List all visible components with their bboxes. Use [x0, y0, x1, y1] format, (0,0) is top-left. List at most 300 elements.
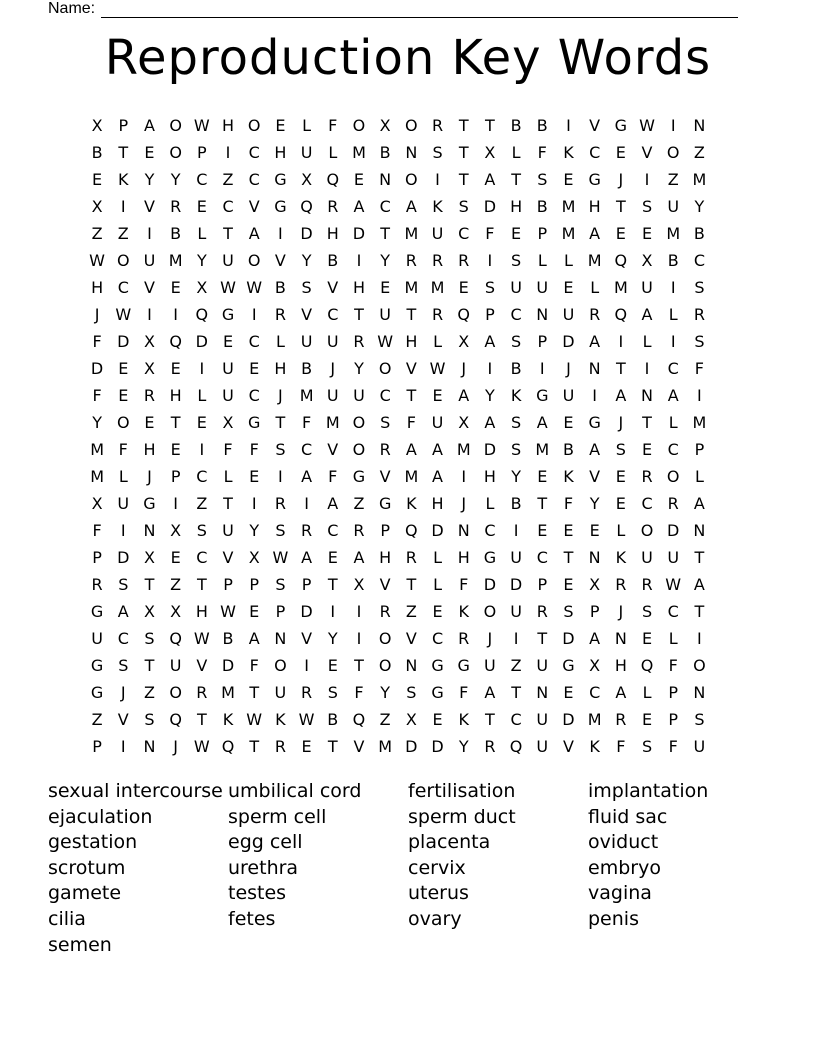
- grid-letter: B: [667, 251, 679, 270]
- grid-letter: T: [642, 413, 652, 432]
- grid-letter: M: [587, 710, 602, 729]
- grid-letter: M: [325, 413, 340, 432]
- grid-letter: U: [562, 386, 575, 405]
- word-search-grid: [84, 112, 713, 760]
- grid-letter: H: [483, 467, 496, 486]
- grid-letter: X: [143, 602, 155, 621]
- grid-letter: I: [278, 467, 283, 486]
- grid-letter: C: [117, 629, 129, 648]
- grid-letter: S: [406, 683, 417, 702]
- grid-letter: O: [247, 251, 261, 270]
- grid-letter: L: [328, 143, 338, 162]
- grid-letter: T: [537, 629, 548, 648]
- grid-letter: M: [299, 386, 314, 405]
- grid-letter: L: [668, 305, 678, 324]
- grid-letter: W: [429, 359, 446, 378]
- grid-letter: T: [249, 683, 260, 702]
- grid-letter: Q: [352, 710, 366, 729]
- grid-letter: X: [222, 413, 234, 432]
- grid-row: [84, 328, 713, 355]
- grid-letter: E: [118, 359, 129, 378]
- grid-letter: Q: [300, 197, 313, 216]
- grid-letter: I: [644, 170, 650, 189]
- grid-letter: L: [302, 116, 312, 135]
- grid-letter: K: [118, 170, 129, 189]
- grid-row: [84, 544, 713, 571]
- grid-letter: R: [484, 737, 496, 756]
- grid-letter: X: [458, 413, 470, 432]
- grid-letter: V: [353, 737, 365, 756]
- grid-letter: G: [457, 656, 470, 675]
- grid-letter: X: [405, 710, 417, 729]
- grid-letter: I: [435, 170, 440, 189]
- grid-letter: B: [510, 116, 522, 135]
- grid-letter: S: [694, 278, 705, 297]
- grid-letter: S: [118, 575, 129, 594]
- grid-letter: U: [510, 278, 522, 297]
- grid-letter: M: [168, 251, 183, 270]
- grid-row: [84, 490, 713, 517]
- grid-letter: V: [248, 197, 260, 216]
- grid-letter: X: [353, 575, 365, 594]
- grid-letter: V: [117, 710, 129, 729]
- grid-letter: L: [616, 521, 626, 540]
- word-list-item: umbilical cord: [228, 780, 362, 802]
- grid-letter: Z: [196, 494, 208, 513]
- grid-letter: M: [561, 224, 576, 243]
- grid-letter: P: [589, 602, 600, 621]
- grid-letter: P: [118, 116, 129, 135]
- grid-letter: R: [301, 683, 313, 702]
- grid-letter: E: [170, 548, 181, 567]
- grid-letter: O: [693, 656, 706, 675]
- grid-letter: Q: [614, 305, 628, 324]
- grid-letter: P: [537, 224, 548, 243]
- grid-letter: V: [143, 278, 155, 297]
- grid-letter: U: [353, 386, 365, 405]
- grid-letter: Y: [196, 251, 207, 270]
- grid-letter: A: [484, 170, 496, 189]
- grid-letter: N: [405, 656, 418, 675]
- grid-letter: I: [356, 602, 362, 621]
- grid-letter: X: [589, 656, 601, 675]
- grid-letter: U: [667, 548, 680, 567]
- grid-letter: G: [274, 170, 287, 189]
- grid-letter: J: [461, 494, 467, 513]
- grid-letter: R: [379, 602, 391, 621]
- grid-row: [84, 598, 713, 625]
- grid-letter: L: [485, 494, 495, 513]
- grid-letter: I: [697, 386, 702, 405]
- grid-letter: O: [666, 467, 680, 486]
- grid-letter: B: [379, 143, 391, 162]
- grid-letter: U: [431, 413, 444, 432]
- grid-letter: P: [92, 737, 102, 756]
- grid-letter: D: [667, 521, 680, 540]
- grid-letter: X: [484, 143, 496, 162]
- grid-letter: A: [143, 116, 155, 135]
- grid-letter: N: [379, 170, 392, 189]
- grid-letter: K: [510, 386, 522, 405]
- grid-letter: E: [432, 602, 443, 621]
- grid-letter: I: [147, 224, 152, 243]
- grid-letter: A: [693, 575, 705, 594]
- grid-letter: C: [327, 305, 339, 324]
- grid-letter: C: [379, 197, 391, 216]
- grid-letter: C: [510, 710, 522, 729]
- grid-row: [84, 436, 713, 463]
- grid-letter: G: [274, 197, 287, 216]
- grid-letter: V: [301, 629, 313, 648]
- grid-letter: D: [431, 737, 444, 756]
- grid-letter: L: [564, 251, 573, 270]
- grid-letter: D: [405, 737, 418, 756]
- grid-letter: E: [118, 386, 129, 405]
- grid-letter: Y: [380, 251, 391, 270]
- grid-letter: S: [694, 332, 705, 351]
- grid-letter: G: [483, 548, 497, 567]
- grid-letter: U: [641, 278, 653, 297]
- grid-letter: T: [485, 116, 495, 135]
- grid-letter: C: [667, 602, 679, 621]
- grid-letter: T: [249, 737, 260, 756]
- grid-letter: F: [668, 656, 678, 675]
- grid-letter: B: [693, 224, 705, 243]
- grid-letter: P: [170, 467, 181, 486]
- grid-letter: O: [378, 629, 392, 648]
- grid-letter: O: [352, 440, 366, 459]
- grid-letter: C: [693, 251, 705, 270]
- grid-letter: U: [300, 143, 313, 162]
- grid-letter: E: [589, 521, 600, 540]
- grid-letter: G: [352, 467, 366, 486]
- grid-letter: W: [639, 116, 655, 135]
- grid-letter: W: [193, 116, 210, 135]
- grid-letter: D: [562, 710, 575, 729]
- grid-letter: G: [90, 656, 104, 675]
- grid-letter: N: [614, 629, 627, 648]
- grid-letter: Y: [327, 629, 338, 648]
- grid-letter: U: [667, 197, 680, 216]
- grid-letter: O: [116, 413, 130, 432]
- grid-letter: C: [431, 629, 444, 648]
- grid-letter: S: [144, 629, 155, 648]
- grid-letter: S: [511, 413, 522, 432]
- grid-letter: Z: [353, 494, 365, 513]
- grid-letter: M: [613, 278, 628, 297]
- grid-letter: P: [223, 575, 233, 594]
- word-list-item: ovary: [408, 907, 462, 930]
- grid-letter: T: [406, 386, 417, 405]
- grid-letter: E: [249, 359, 260, 378]
- grid-letter: G: [90, 683, 104, 702]
- grid-letter: F: [616, 737, 626, 756]
- grid-letter: F: [459, 683, 469, 702]
- grid-letter: J: [618, 413, 624, 432]
- grid-row: [84, 382, 713, 409]
- grid-letter: O: [352, 116, 366, 135]
- grid-letter: L: [197, 224, 207, 243]
- grid-letter: D: [195, 332, 208, 351]
- grid-letter: A: [615, 683, 627, 702]
- grid-letter: G: [143, 494, 156, 513]
- grid-letter: I: [566, 116, 571, 135]
- grid-letter: Y: [170, 170, 181, 189]
- grid-letter: H: [222, 116, 235, 135]
- grid-letter: E: [222, 332, 234, 351]
- grid-letter: V: [562, 737, 574, 756]
- grid-letter: C: [248, 170, 260, 189]
- grid-letter: E: [144, 143, 155, 162]
- grid-row: [84, 355, 713, 382]
- grid-letter: S: [511, 440, 522, 459]
- grid-letter: X: [91, 197, 103, 216]
- grid-letter: J: [487, 629, 493, 648]
- grid-letter: Y: [92, 413, 102, 432]
- grid-letter: I: [173, 305, 179, 324]
- grid-letter: Y: [301, 251, 312, 270]
- grid-letter: U: [222, 386, 234, 405]
- grid-row: [84, 571, 713, 598]
- grid-letter: A: [301, 467, 313, 486]
- grid-letter: U: [510, 548, 522, 567]
- grid-letter: R: [431, 116, 444, 135]
- grid-letter: S: [511, 251, 522, 270]
- grid-letter: E: [563, 575, 574, 594]
- grid-letter: C: [458, 224, 470, 243]
- grid-letter: I: [330, 602, 336, 621]
- word-list-item: scrotum: [48, 856, 126, 879]
- grid-letter: P: [537, 332, 548, 351]
- grid-letter: V: [405, 629, 417, 648]
- grid-letter: X: [589, 575, 601, 594]
- grid-letter: X: [379, 116, 391, 135]
- grid-letter: O: [116, 251, 130, 270]
- grid-letter: F: [406, 413, 416, 432]
- grid-letter: W: [220, 602, 236, 621]
- grid-letter: X: [91, 116, 103, 135]
- grid-letter: O: [483, 602, 497, 621]
- name-underline: [101, 3, 738, 18]
- grid-letter: I: [644, 359, 650, 378]
- grid-letter: M: [535, 440, 550, 459]
- grid-letter: T: [354, 305, 364, 324]
- grid-letter: Q: [221, 737, 235, 756]
- grid-letter: U: [536, 710, 549, 729]
- grid-letter: T: [118, 143, 129, 162]
- grid-letter: Z: [667, 170, 679, 189]
- grid-letter: I: [251, 494, 257, 513]
- grid-letter: X: [143, 548, 155, 567]
- grid-letter: U: [484, 656, 496, 675]
- grid-letter: H: [195, 602, 208, 621]
- grid-letter: H: [379, 548, 392, 567]
- grid-letter: M: [90, 467, 104, 486]
- grid-letter: I: [251, 305, 257, 324]
- grid-letter: L: [642, 683, 652, 702]
- grid-letter: R: [405, 548, 417, 567]
- grid-letter: H: [457, 548, 470, 567]
- grid-letter: R: [353, 332, 365, 351]
- grid-letter: A: [405, 440, 417, 459]
- grid-letter: N: [536, 305, 549, 324]
- grid-letter: U: [641, 548, 653, 567]
- grid-letter: S: [694, 710, 705, 729]
- grid-letter: E: [511, 224, 522, 243]
- grid-letter: I: [487, 359, 493, 378]
- grid-letter: E: [537, 467, 548, 486]
- grid-letter: E: [432, 710, 443, 729]
- grid-letter: K: [222, 710, 234, 729]
- grid-letter: R: [170, 197, 182, 216]
- grid-letter: H: [614, 656, 627, 675]
- grid-letter: V: [196, 656, 208, 675]
- grid-letter: W: [246, 710, 263, 729]
- grid-letter: S: [118, 656, 129, 675]
- grid-letter: P: [275, 602, 286, 621]
- grid-letter: I: [120, 197, 126, 216]
- grid-letter: L: [694, 467, 704, 486]
- word-list-item: embryo: [588, 856, 661, 879]
- grid-letter: H: [431, 494, 444, 513]
- grid-letter: A: [667, 386, 679, 405]
- grid-row: [84, 463, 713, 490]
- grid-letter: G: [90, 602, 104, 621]
- grid-letter: C: [589, 683, 601, 702]
- grid-letter: U: [117, 494, 130, 513]
- grid-letter: E: [641, 224, 653, 243]
- grid-letter: D: [352, 224, 366, 243]
- grid-letter: X: [458, 332, 470, 351]
- grid-letter: R: [405, 251, 417, 270]
- grid-letter: X: [143, 359, 155, 378]
- grid-letter: T: [694, 602, 705, 621]
- grid-letter: G: [614, 116, 628, 135]
- grid-letter: M: [221, 683, 235, 702]
- grid-letter: C: [301, 440, 313, 459]
- grid-letter: E: [615, 224, 626, 243]
- grid-letter: T: [485, 710, 495, 729]
- grid-letter: T: [170, 413, 181, 432]
- grid-letter: B: [510, 494, 522, 513]
- grid-letter: P: [694, 440, 705, 459]
- grid-letter: U: [431, 224, 444, 243]
- grid-letter: D: [300, 224, 313, 243]
- grid-letter: O: [666, 143, 680, 162]
- grid-letter: P: [380, 521, 390, 540]
- grid-letter: C: [327, 521, 339, 540]
- grid-letter: S: [641, 602, 653, 621]
- grid-letter: J: [618, 602, 624, 621]
- grid-letter: H: [326, 224, 339, 243]
- grid-letter: A: [589, 629, 601, 648]
- grid-letter: V: [301, 305, 313, 324]
- word-list-item: sperm cell: [228, 805, 327, 828]
- grid-letter: B: [536, 197, 548, 216]
- grid-row: [84, 166, 713, 193]
- grid-letter: U: [326, 386, 339, 405]
- grid-letter: A: [615, 386, 627, 405]
- grid-letter: A: [301, 548, 313, 567]
- grid-letter: H: [510, 197, 523, 216]
- grid-letter: E: [641, 710, 653, 729]
- grid-letter: Q: [640, 656, 654, 675]
- grid-letter: M: [587, 251, 602, 270]
- grid-letter: Z: [510, 656, 522, 675]
- grid-letter: P: [301, 575, 312, 594]
- grid-letter: E: [537, 521, 548, 540]
- grid-letter: L: [118, 467, 128, 486]
- grid-letter: W: [193, 629, 210, 648]
- grid-letter: T: [458, 116, 469, 135]
- grid-letter: X: [248, 548, 260, 567]
- grid-letter: Y: [380, 683, 391, 702]
- grid-letter: L: [511, 143, 521, 162]
- grid-letter: N: [641, 386, 654, 405]
- grid-letter: P: [537, 575, 548, 594]
- grid-letter: C: [196, 548, 208, 567]
- grid-letter: A: [353, 197, 365, 216]
- grid-letter: X: [170, 602, 182, 621]
- grid-letter: I: [487, 251, 493, 270]
- grid-letter: Z: [405, 602, 417, 621]
- grid-letter: F: [223, 440, 233, 459]
- grid-letter: L: [433, 332, 442, 351]
- grid-letter: V: [589, 116, 601, 135]
- grid-letter: T: [511, 683, 521, 702]
- grid-letter: A: [117, 602, 129, 621]
- grid-letter: E: [301, 737, 312, 756]
- grid-letter: R: [458, 251, 470, 270]
- grid-letter: B: [327, 251, 339, 270]
- grid-letter: A: [536, 413, 548, 432]
- grid-letter: V: [222, 548, 234, 567]
- grid-letter: H: [405, 332, 418, 351]
- grid-letter: W: [89, 251, 105, 270]
- grid-letter: Q: [405, 521, 418, 540]
- grid-letter: P: [668, 683, 679, 702]
- grid-letter: X: [301, 170, 313, 189]
- grid-letter: M: [666, 224, 681, 243]
- grid-letter: W: [298, 710, 315, 729]
- grid-letter: F: [668, 737, 678, 756]
- grid-letter: D: [300, 602, 313, 621]
- grid-letter: G: [588, 413, 601, 432]
- grid-letter: A: [248, 224, 260, 243]
- grid-letter: Y: [694, 197, 705, 216]
- grid-letter: V: [589, 467, 601, 486]
- grid-letter: C: [248, 386, 260, 405]
- grid-letter: V: [405, 359, 417, 378]
- grid-letter: T: [563, 548, 574, 567]
- grid-letter: E: [615, 143, 626, 162]
- grid-letter: W: [193, 737, 210, 756]
- grid-letter: T: [354, 656, 364, 675]
- grid-letter: L: [197, 386, 207, 405]
- grid-letter: P: [485, 305, 495, 324]
- grid-letter: R: [196, 683, 208, 702]
- grid-letter: F: [92, 521, 102, 540]
- grid-letter: S: [275, 575, 286, 594]
- grid-letter: E: [458, 278, 469, 297]
- grid-letter: R: [274, 737, 286, 756]
- grid-letter: C: [248, 143, 260, 162]
- grid-letter: Z: [143, 683, 155, 702]
- word-list-item: fertilisation: [408, 780, 516, 802]
- grid-letter: Q: [169, 710, 182, 729]
- grid-letter: O: [378, 359, 392, 378]
- grid-row: [84, 733, 713, 760]
